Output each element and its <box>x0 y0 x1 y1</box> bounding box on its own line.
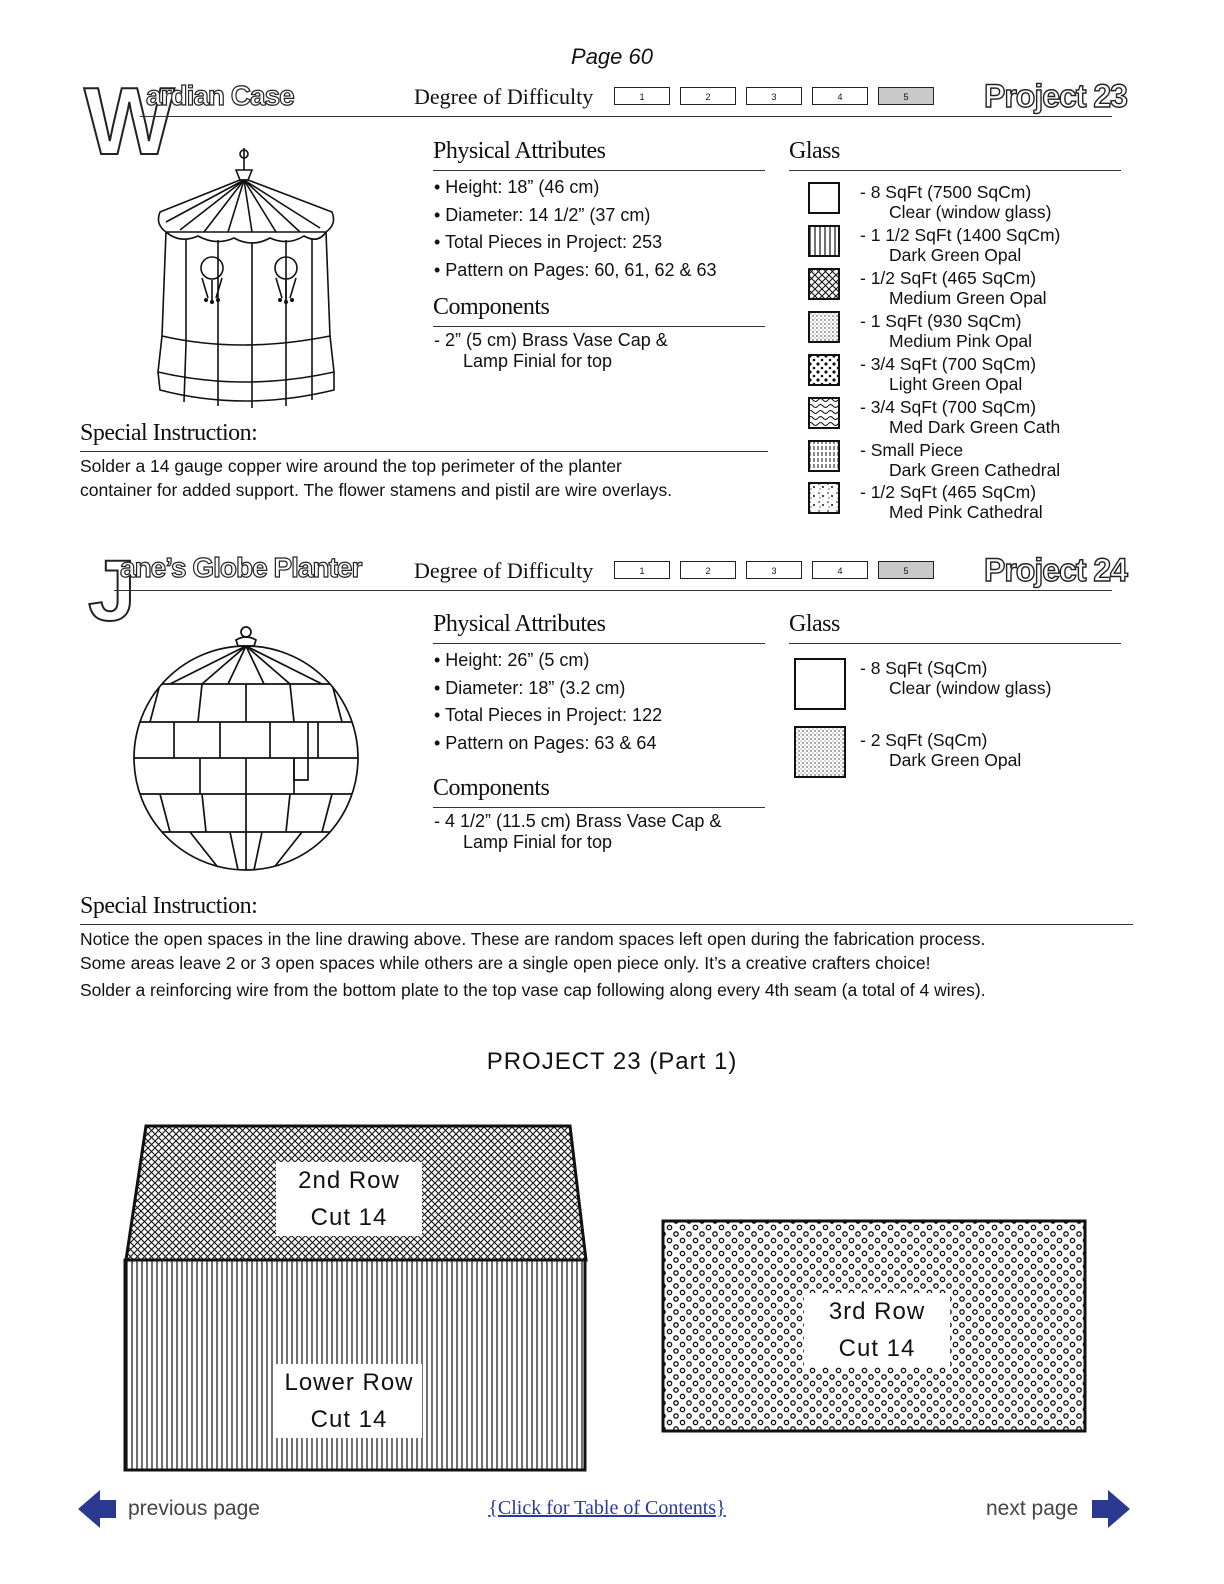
p23-component-1: - 2” (5 cm) Brass Vase Cap & <box>434 330 668 350</box>
p24-difficulty-5-selected: 5 <box>878 561 934 579</box>
p23-components-list <box>434 330 668 372</box>
p24-glass-item <box>794 658 1052 710</box>
p23-special-heading: Special Instruction: <box>80 420 258 446</box>
project-24-label: Project 24 <box>984 552 1127 588</box>
p23-glass-item <box>808 311 1032 351</box>
p23-special-line-2: container for added support. The flower stamens and pistil are wire overlays. <box>80 480 673 500</box>
row2-label: 2nd Row <box>298 1167 400 1194</box>
p23-title-rule <box>140 116 1112 117</box>
next-page-link[interactable] <box>986 1490 1130 1528</box>
row3-label-box <box>804 1293 950 1367</box>
p23-glass-item <box>808 268 1047 308</box>
p24-attributes-list <box>434 647 662 757</box>
row3-label: 3rd Row <box>828 1298 926 1325</box>
glass-qty: - 1 1/2 SqFt (1400 SqCm) <box>860 225 1061 245</box>
medium-pink-opal-swatch <box>808 311 840 343</box>
p23-glass-item <box>808 440 1061 480</box>
lower-row-cut: Cut 14 <box>310 1406 388 1433</box>
glass-type: Dark Green Opal <box>889 750 1022 770</box>
p23-attributes-list <box>434 174 717 284</box>
p23-component-2: Lamp Finial for top <box>463 351 613 371</box>
p24-glass-rule <box>789 643 1121 644</box>
glass-qty: - 1/2 SqFt (465 SqCm) <box>860 268 1037 288</box>
p23-difficulty-5-selected: 5 <box>878 87 934 105</box>
p24-diameter: • Diameter: 18” (3.2 cm) <box>434 677 626 698</box>
p23-physical-heading: Physical Attributes <box>433 138 606 164</box>
p23-components-rule <box>433 326 765 327</box>
project-24-title: ane’s Globe Planter <box>120 552 362 583</box>
project-23-title-initial: W <box>84 68 175 175</box>
p23-glass-item <box>808 225 1061 265</box>
globe-planter-drawing <box>130 622 362 882</box>
glass-type: Clear (window glass) <box>889 678 1052 698</box>
p23-special-line-1: Solder a 14 gauge copper wire around the top perimeter of the planter <box>80 456 622 476</box>
p23-physical-rule <box>433 170 765 171</box>
project-23-title: ardian Case <box>146 80 294 111</box>
p24-difficulty-2: 2 <box>680 561 736 579</box>
glass-qty: - 8 SqFt (7500 SqCm) <box>860 182 1032 202</box>
p24-pattern-pages: • Pattern on Pages: 63 & 64 <box>434 732 657 753</box>
p24-difficulty-1: 1 <box>614 561 670 579</box>
p24-special-text <box>80 927 986 1002</box>
p23-special-rule <box>80 451 768 452</box>
glass-qty: - 1/2 SqFt (465 SqCm) <box>860 482 1037 502</box>
glass-type: Dark Green Cathedral <box>889 460 1061 480</box>
glass-qty: - Small Piece <box>860 440 964 460</box>
medium-green-opal-swatch <box>808 268 840 300</box>
p23-height: • Height: 18” (46 cm) <box>434 177 600 197</box>
next-page-label: next page <box>986 1497 1079 1520</box>
glass-qty: - 1 SqFt (930 SqCm) <box>860 311 1022 331</box>
pattern-section-heading: PROJECT 23 (Part 1) <box>486 1048 738 1075</box>
p24-components-heading: Components <box>433 775 550 801</box>
page-number: Page 60 <box>571 44 653 69</box>
glass-type: Light Green Opal <box>889 374 1023 394</box>
p23-glass-item <box>808 354 1037 394</box>
toc-label: {Click for Table of Contents} <box>488 1497 726 1519</box>
dark-green-cathedral-swatch <box>808 440 840 472</box>
p23-glass-rule <box>789 170 1121 171</box>
glass-qty: - 2 SqFt (SqCm) <box>860 730 988 750</box>
p23-components-heading: Components <box>433 294 550 320</box>
p24-special-line-3: Solder a reinforcing wire from the bottom plate to the top vase cap following along every 4th seam (a total of 4 wires). <box>80 980 986 1000</box>
p23-glass-heading: Glass <box>789 138 840 164</box>
glass-type: Med Dark Green Cath <box>889 417 1061 437</box>
light-green-opal-swatch <box>808 354 840 386</box>
p24-components-rule <box>433 807 765 808</box>
p24-title-rule <box>114 590 1112 591</box>
med-pink-cathedral-swatch <box>808 482 840 514</box>
clear-glass-swatch <box>808 182 840 214</box>
p24-height: • Height: 26” (5 cm) <box>434 650 590 670</box>
p24-difficulty-scale <box>614 561 934 579</box>
row2-label-box <box>276 1162 422 1236</box>
p23-difficulty-scale <box>614 87 934 105</box>
arrow-right-icon <box>1090 1490 1130 1528</box>
glass-type: Dark Green Opal <box>889 245 1022 265</box>
p24-components-list <box>434 811 721 853</box>
row2-cut: Cut 14 <box>310 1204 388 1231</box>
p23-diameter: • Diameter: 14 1/2” (37 cm) <box>434 204 651 225</box>
glass-type: Medium Pink Opal <box>889 331 1032 351</box>
p23-total-pieces: • Total Pieces in Project: 253 <box>434 232 663 252</box>
p23-difficulty-2: 2 <box>680 87 736 105</box>
p24-total-pieces: • Total Pieces in Project: 122 <box>434 705 663 725</box>
glass-qty: - 3/4 SqFt (700 SqCm) <box>860 354 1037 374</box>
p23-difficulty-label: Degree of Difficulty <box>414 84 594 109</box>
glass-type: Clear (window glass) <box>889 202 1052 222</box>
row3-cut: Cut 14 <box>838 1335 916 1362</box>
p24-glass-item <box>794 726 1022 783</box>
p24-component-2: Lamp Finial for top <box>463 832 613 852</box>
lower-row-label: Lower Row <box>284 1369 414 1396</box>
project-23-label: Project 23 <box>984 78 1127 114</box>
wardian-case-drawing <box>140 140 350 415</box>
project-24-title-initial: J <box>88 543 136 639</box>
p23-glass-item <box>808 182 1052 222</box>
p23-pattern-pages: • Pattern on Pages: 60, 61, 62 & 63 <box>434 259 717 280</box>
p24-special-line-2: Some areas leave 2 or 3 open spaces while others are a single open piece only. It’s a creative crafters choice! <box>80 953 931 973</box>
p24-difficulty-4: 4 <box>812 561 868 579</box>
p24-difficulty-label: Degree of Difficulty <box>414 558 594 583</box>
lower-row-label-box <box>276 1364 422 1438</box>
p24-component-1: - 4 1/2” (11.5 cm) Brass Vase Cap & <box>434 811 722 831</box>
glass-qty: - 3/4 SqFt (700 SqCm) <box>860 397 1037 417</box>
previous-page-label: previous page <box>128 1497 260 1520</box>
p24-special-heading: Special Instruction: <box>80 893 258 919</box>
p24-difficulty-3: 3 <box>746 561 802 579</box>
p23-special-text <box>80 454 672 502</box>
glass-qty: - 8 SqFt (SqCm) <box>860 658 988 678</box>
p24-physical-rule <box>433 643 765 644</box>
p24-special-rule <box>80 924 1133 925</box>
p24-special-line-1: Notice the open spaces in the line drawing above. These are random spaces left open during the fabrication process. <box>80 929 986 949</box>
dark-green-opal-swatch <box>794 726 846 778</box>
glass-type: Medium Green Opal <box>889 288 1047 308</box>
p23-difficulty-1: 1 <box>614 87 670 105</box>
med-dark-green-cath-swatch <box>808 397 840 429</box>
p23-glass-item <box>808 397 1061 437</box>
p23-glass-item <box>808 482 1043 522</box>
p23-difficulty-3: 3 <box>746 87 802 105</box>
p24-glass-heading: Glass <box>789 611 840 637</box>
clear-glass-swatch <box>794 658 846 710</box>
p24-physical-heading: Physical Attributes <box>433 611 606 637</box>
glass-type: Med Pink Cathedral <box>889 502 1043 522</box>
dark-green-opal-swatch <box>808 225 840 257</box>
p23-difficulty-4: 4 <box>812 87 868 105</box>
